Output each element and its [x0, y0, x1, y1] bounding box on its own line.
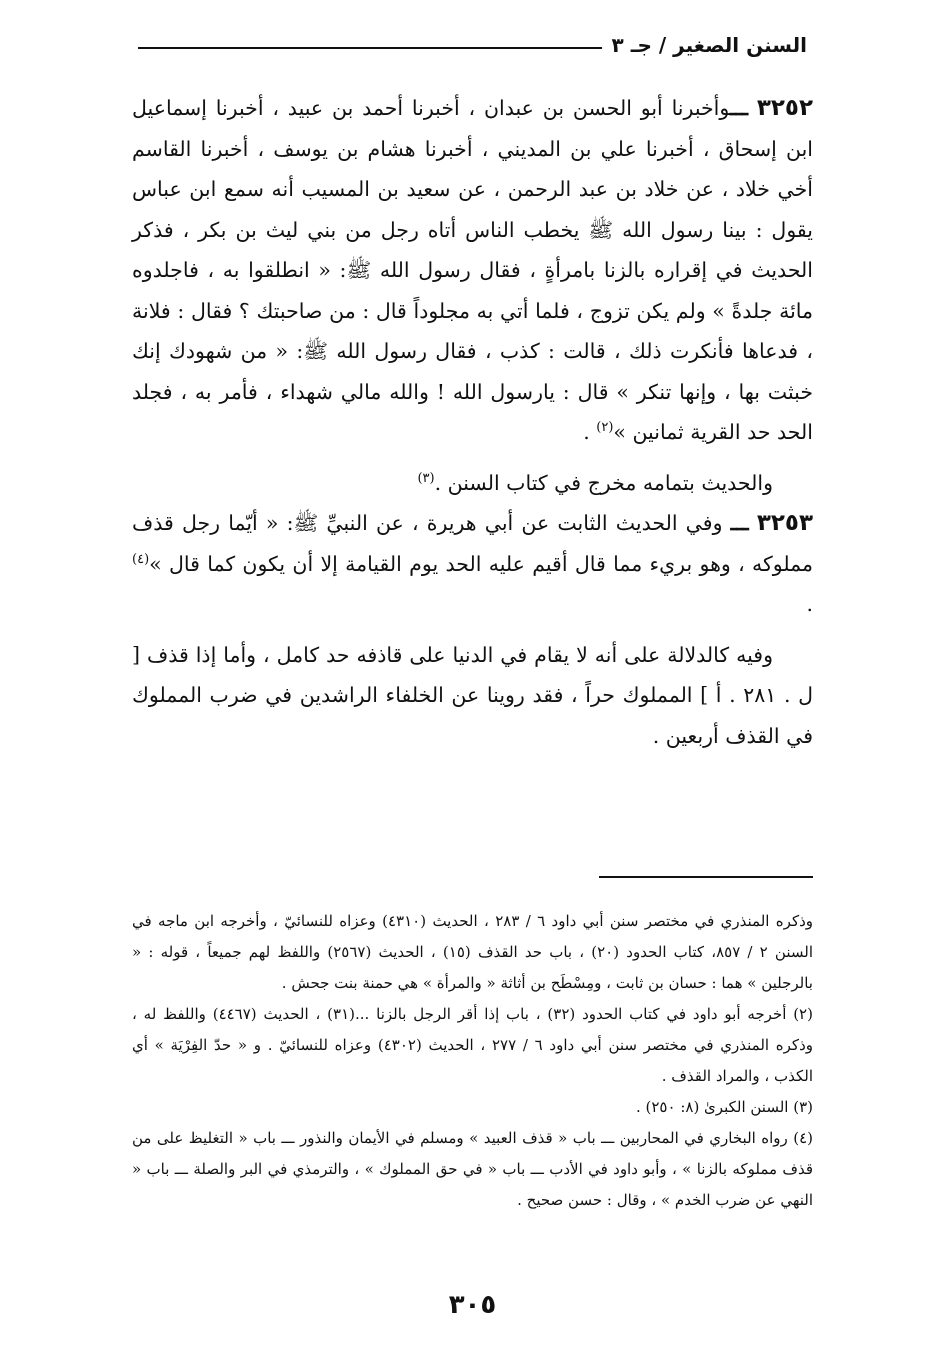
- paragraph-end: .: [806, 592, 813, 616]
- running-header: [138, 28, 807, 62]
- footnotes: [132, 906, 813, 1216]
- footnote-ref[interactable]: (٣): [417, 470, 435, 486]
- hadith-dash: ـــ: [730, 511, 749, 535]
- dalala-paragraph: [132, 635, 813, 757]
- footnote-ref[interactable]: (٢): [596, 420, 614, 436]
- hadith-number: ٣٢٥٢: [756, 95, 813, 121]
- footnote-2: (٢) أخرجه أبو داود في كتاب الحدود (٣٢) ، باب إذا أقر الرجل بالزنا ...(٣١) ، الحديث (٤٤٦٧) واللفظ له ، وذكره المنذري في مختصر سنن أبي داود ٦ / ٢٧٧ ، الحديث (٤٣٠٢) وعزاه للنسائيّ . و « حدّ الفِرْيَة » أي الكذب ، والمراد القذف .: [132, 1005, 813, 1085]
- footnote-3: (٣) السنن الكبرىٰ (٨: ٢٥٠) .: [635, 1098, 813, 1116]
- footnote-ref[interactable]: (٤): [132, 551, 150, 567]
- takhrij-paragraph: [132, 463, 813, 504]
- page-number: ٣٠٥: [448, 1290, 497, 1320]
- footnote-4: (٤) رواه البخاري في المحاربين ـــ باب « قذف العبيد » ومسلم في الأيمان والنذور ـــ باب « التغليظ على من قذف مملوكه بالزنا » ، وأبو داود في الأدب ـــ باب « في حق المملوك » ، والترمذي في البر والصلة ـــ باب « النهي عن ضرب الخدم » ، وقال : حسن صحيح .: [132, 1129, 813, 1209]
- hadith-text: وأخبرنا أبو الحسن بن عبدان ، أخبرنا أحمد بن عبيد ، أخبرنا إسماعيل ابن إسحاق ، أخبرنا علي بن المديني ، أخبرنا هشام بن يوسف ، أخبرنا القاسم أخي خلاد ، عن خلاد بن عبد الرحمن ، عن سعيد بن المسيب أنه سمع ابن عباس يقول : بينا رسول الله ﷺ يخطب الناس أتاه رجل من بني ليث بن بكر ، فذكر الحديث في إقراره بالزنا بامرأةٍ ، فقال رسول الله ﷺ: « انطلقوا به ، فاجلدوه مائة جلدةً » ولم يكن تزوج ، فلما أتي به مجلوداً قال : من صاحبتك ؟ فقال : فلانة ، فدعاها فأنكرت ذلك ، قالت : كذب ، فقال رسول الله ﷺ: « من شهودك إنك خبثت بها ، وإنها تنكر » قال : يارسول الله ! والله مالي شهداء ، فأمر به ، فجلد الحد حد القرية ثمانين »: [132, 96, 813, 444]
- hadith-dash: ـــ: [729, 96, 749, 120]
- main-text: [132, 88, 813, 756]
- paragraph-end: .: [583, 420, 597, 444]
- footnote-continued: وذكره المنذري في مختصر سنن أبي داود ٦ / ٢٨٣ ، الحديث (٤٣١٠) وعزاه للنسائيّ ، وأخرجه ابن ماجه في السنن ٢ / ٨٥٧، كتاب الحدود (٢٠) ، باب حد القذف (١٥) ، الحديث (٢٥٦٧) واللفظ لهم جميعاً ، قوله : « بالرجلين » هما : حسان بن ثابت ، ومِسْطَح بن أثاثة « والمرأة » هي حمنة بنت جحش .: [132, 912, 814, 992]
- footnote-separator: [599, 876, 813, 878]
- hadith-text: وفي الحديث الثابت عن أبي هريرة ، عن النبيِّ ﷺ: « أيّما رجل قذف مملوكه ، وهو بريء مما قال أقيم عليه الحد يوم القيامة إلا أن يكون كما قال »: [132, 511, 813, 576]
- header-rule: [138, 47, 602, 49]
- hadith-3252-paragraph: [132, 88, 813, 453]
- takhrij-text: والحديث بتمامه مخرج في كتاب السنن .: [434, 470, 773, 495]
- hadith-3253-paragraph: [132, 503, 813, 625]
- dalala-text: وفيه كالدلالة على أنه لا يقام في الدنيا على قاذفه حد كامل ، وأما إذا قذف [ ل . ٢٨١ . أ ] المملوك حراً ، فقد روينا عن الخلفاء الراشدين في ضرب المملوك في القذف أربعين .: [132, 642, 813, 748]
- running-header-title: السنن الصغير / جـ ٣: [611, 33, 807, 57]
- hadith-number: ٣٢٥٣: [756, 510, 813, 536]
